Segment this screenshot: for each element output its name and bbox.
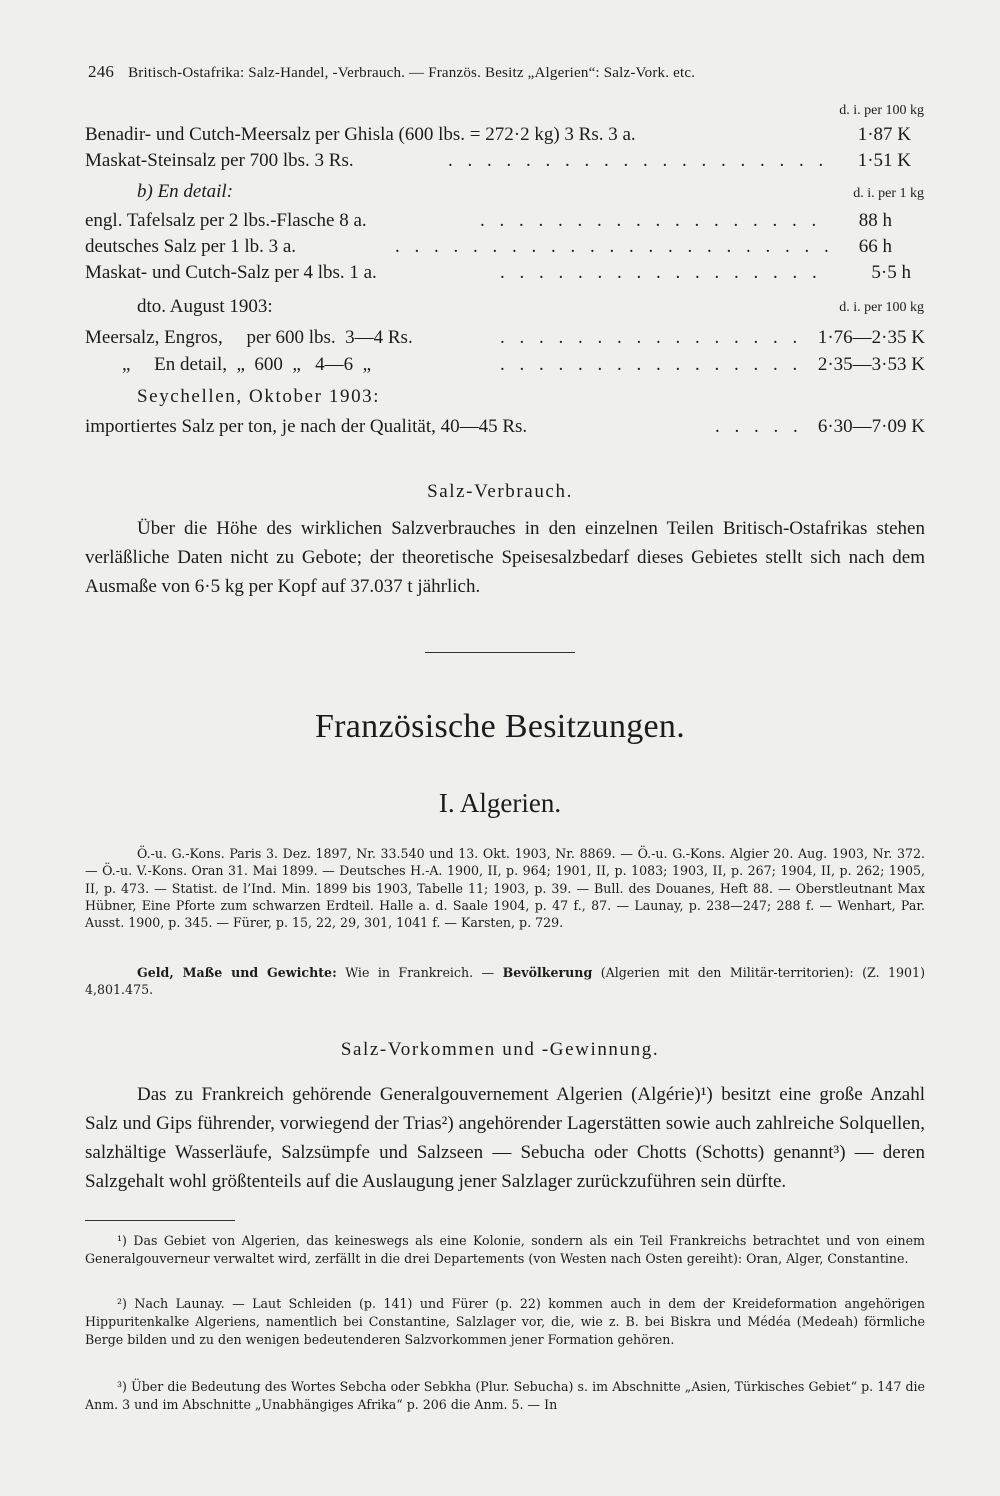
running-header: [88, 62, 695, 82]
salz-verbrauch-heading: Salz-Verbrauch.: [427, 481, 573, 502]
geld-label: Geld, Maße und Gewichte:: [137, 965, 337, 980]
retail-heading: b) En detail:: [137, 181, 234, 202]
price-row-value: 88 h: [858, 210, 892, 231]
price-row-label: Meersalz, Engros, per 600 lbs. 3—4 Rs.: [85, 327, 413, 348]
running-title: Britisch-Ostafrika: Salz-Handel, -Verbrauch. — Französ. Besitz „Algerien“: Salz-Vork. etc.: [128, 65, 696, 81]
footnote-3-text: ³) Über die Bedeutung des Wortes Sebcha oder Sebkha (Plur. Sebucha) s. im Abschnitte „Asien, Türkisches Gebiet“ p. 147 die Anm. 3 und im Abschnitte „Unabhängiges Afrika“ p. 206 die Anm. 5. — In: [85, 1379, 925, 1412]
footnote-2: [85, 1295, 925, 1348]
vorkommen-text: Das zu Frankreich gehörende Generalgouvernement Algerien (Algérie)¹) besitzt eine große Anzahl Salz und Gips führender, vorwiegend der Trias²) angehörender Lagerstätten sowie auch zahlreiche Solquellen, salzhältige Wasserläufe, Salzsümpfe und Salzseen — Sebucha oder Chotts (Schotts) genannt³) — deren Salzgehalt wohl größtenteils auf die Auslaugung jener Salzlager zurückzuführen sein dürfte.: [85, 1084, 925, 1192]
seychellen-heading: Seychellen, Oktober 1903:: [137, 386, 381, 407]
leader-dots: . . . . . . . . . . . . . . . . . . . . . . .: [395, 236, 834, 257]
unit-label-wholesale: d. i. per 100 kg: [839, 103, 924, 118]
price-row-label: „ En detail, „ 600 „ 4—6 „: [122, 354, 372, 375]
price-row-label: importiertes Salz per ton, je nach der Qualität, 40—45 Rs.: [85, 416, 528, 437]
page-number: 246: [88, 62, 115, 81]
section-subtitle: I. Algerien.: [438, 788, 562, 818]
salz-verbrauch-text: Über die Höhe des wirklichen Salzverbrauches in den einzelnen Teilen Britisch-Ostafrikas stehen verläßliche Daten nicht zu Gebote; der theoretische Speisesalzbedarf dieses Gebietes stellt sich nach dem Ausmaße von 6·5 kg per Kopf auf 37.037 t jährlich.: [85, 518, 925, 597]
footnote-1-text: ¹) Das Gebiet von Algerien, das keineswegs als eine Kolonie, sondern als ein Teil Frankreichs betrachtet und von einem Generalgouverneur verwaltet wird, zerfällt in die drei Departements (von Westen nach Osten gereiht): Oran, Alger, Constantine.: [85, 1233, 925, 1266]
price-row-value: 66 h: [858, 236, 892, 257]
price-row: [85, 150, 925, 178]
bibliography: [85, 845, 925, 931]
unit-label-august: d. i. per 100 kg: [839, 300, 924, 315]
section-divider: [425, 652, 575, 653]
price-row-label: Maskat-Steinsalz per 700 lbs. 3 Rs.: [85, 150, 354, 171]
unit-label-retail: d. i. per 1 kg: [853, 186, 924, 201]
geld-text: Wie in Frankreich. —: [345, 965, 495, 980]
leader-dots: . . . . . . . . . . . . . . . . . . . .: [448, 150, 829, 171]
vorkommen-paragraph: [85, 1080, 925, 1196]
price-row-value: 2·35—3·53 K: [817, 354, 925, 375]
price-row-value: 1·87 K: [857, 124, 911, 145]
leader-dots: . . . . .: [715, 416, 803, 437]
footnote-3: [85, 1378, 925, 1414]
price-row-label: engl. Tafelsalz per 2 lbs.-Flasche 8 a.: [85, 210, 367, 231]
price-row-value: 6·30—7·09 K: [817, 416, 925, 437]
geld-bevoelkerung: [85, 964, 925, 999]
bibliography-text: Ö.-u. G.-Kons. Paris 3. Dez. 1897, Nr. 33.540 und 13. Okt. 1903, Nr. 8869. — Ö.-u. G.-Kons. Algier 20. Aug. 1903, Nr. 372. — Ö.-u. V.-Kons. Oran 31. Mai 1899. — Deutsches H.-A. 1900, II, p. 964; 1901, II, p. 1083; 1903, II, p. 267; 1904, II, p. 262; 1905, II, p. 473. — Statist. de l’Ind. Min. 1899 bis 1903, Tabelle 11; 1903, p. 39. — Bull. des Douanes, Heft 88. — Oberstleutnant Max Hübner, Eine Pforte zum schwarzen Erdteil. Halle a. d. Saale 1904, p. 47 f., 87. — Launay, p. 238—247; 288 f. — Wenhart, Par. Ausst. 1900, p. 345. — Fürer, p. 15, 22, 29, 301, 1041 f. — Karsten, p. 729.: [85, 846, 925, 931]
section-title: Französische Besitzungen.: [314, 708, 686, 745]
price-row: [85, 327, 925, 355]
bevoelkerung-label: Bevölkerung: [502, 965, 593, 980]
footnote-rule: [85, 1220, 235, 1221]
price-row-value: 5·5 h: [871, 262, 911, 283]
footnote-1: [85, 1232, 925, 1268]
price-row-label: Maskat- und Cutch-Salz per 4 lbs. 1 a.: [85, 262, 377, 283]
leader-dots: . . . . . . . . . . . . . . . . .: [500, 262, 822, 283]
price-row: [85, 262, 925, 290]
leader-dots: . . . . . . . . . . . . . . . .: [500, 327, 803, 348]
price-row: [85, 210, 925, 238]
price-row: [85, 236, 925, 264]
salz-verbrauch-paragraph: [85, 514, 925, 601]
price-row: [85, 354, 925, 382]
price-row-value: 1·76—2·35 K: [817, 327, 925, 348]
price-row-label: Benadir- und Cutch-Meersalz per Ghisla (600 lbs. = 272·2 kg) 3 Rs. 3 a.: [85, 124, 636, 145]
leader-dots: . . . . . . . . . . . . . . . . . .: [480, 210, 822, 231]
price-row: [85, 416, 925, 444]
august-heading: dto. August 1903:: [137, 296, 273, 317]
vorkommen-heading: Salz-Vorkommen und -Gewinnung.: [340, 1039, 660, 1060]
price-row: [85, 124, 925, 152]
price-row-label: deutsches Salz per 1 lb. 3 a.: [85, 236, 297, 257]
bevoelkerung-text: (Algerien mit den Militär-territorien): (Z. 1901) 4,801.475.: [85, 965, 925, 998]
price-row-value: 1·51 K: [857, 150, 911, 171]
footnote-2-text: ²) Nach Launay. — Laut Schleiden (p. 141) und Fürer (p. 22) kommen auch in dem der Kreideformation angehörigen Hippuritenkalke Algeriens, namentlich bei Constantine, Salzlager vor, die, wie z. B. bei Biskra und Médéa (Medeah) förmliche Berge bilden und zu den wenigen bedeutenderen Salzvorkommen jener Formation gehören.: [85, 1296, 925, 1347]
leader-dots: . . . . . . . . . . . . . . . .: [500, 354, 803, 375]
